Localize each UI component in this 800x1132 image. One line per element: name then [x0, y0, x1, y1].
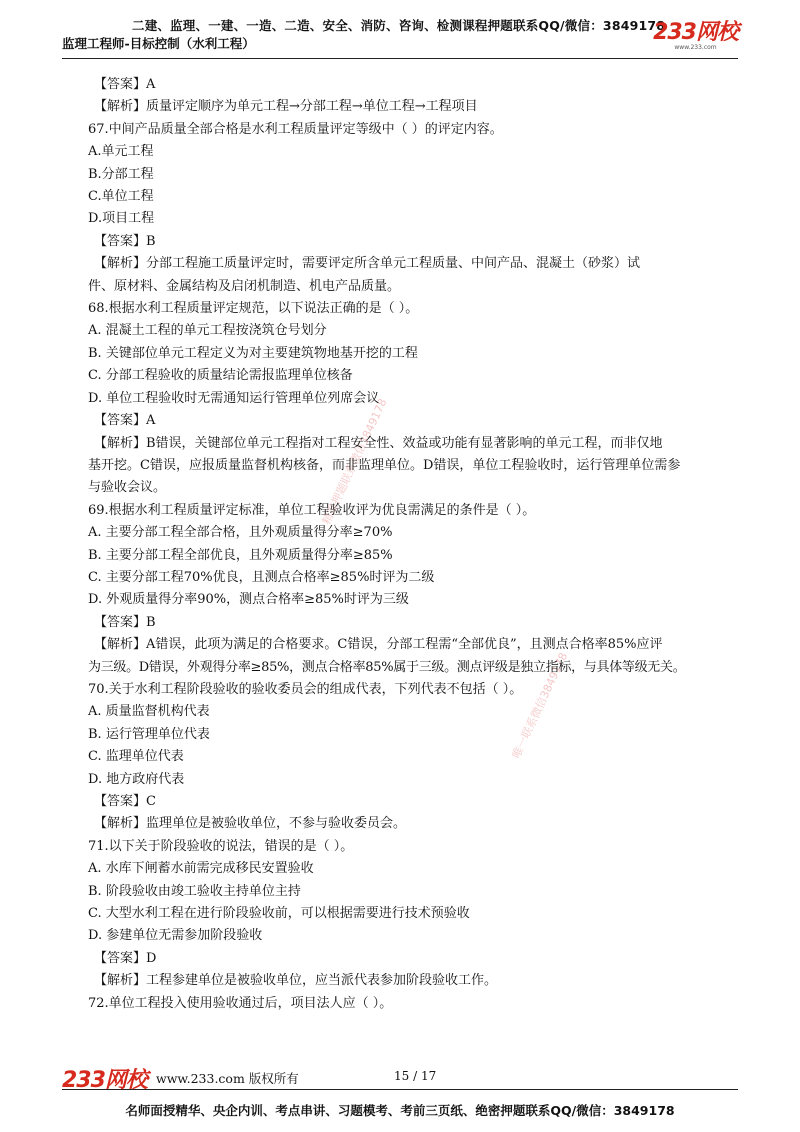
- question-line: 71.以下关于阶段验收的说法，错误的是（ ）。: [88, 838, 354, 854]
- option-line: C. 大型水利工程在进行阶段验收前，可以根据需要进行技术预验收: [88, 906, 470, 922]
- site-logo: [653, 22, 738, 51]
- option-line: C. 主要分部工程70%优良，且测点合格率≥85%时评为二级: [88, 569, 435, 585]
- option-line: D. 地方政府代表: [88, 771, 185, 787]
- question-line: 69.根据水利工程质量评定标准，单位工程验收评为优良需满足的条件是（ ）。: [88, 502, 536, 518]
- answer-line: 【答案】B: [94, 614, 156, 630]
- option-line: B.分部工程: [88, 166, 154, 182]
- text-line: 【解析】质量评定顺序为单元工程→分部工程→单位工程→工程项目: [94, 99, 478, 115]
- option-line: A.单元工程: [88, 144, 154, 160]
- option-line: B. 关键部位单元工程定义为对主要建筑物地基开挖的工程: [88, 345, 418, 361]
- watermark-2: 唯一联系微信3849178: [509, 650, 571, 761]
- analysis-line: 【解析】B错误，关键部位单元工程指对工程安全性、效益或功能有显著影响的单元工程，而非仅地: [94, 435, 663, 451]
- option-line: C.单位工程: [88, 189, 154, 205]
- page-footer: [62, 1063, 738, 1093]
- answer-line: 【答案】A: [94, 413, 156, 429]
- option-line: C. 分部工程验收的质量结论需报监理单位核备: [88, 368, 353, 384]
- option-line: A. 混凝土工程的单元工程按浇筑仓号划分: [88, 323, 327, 339]
- option-line: D.项目工程: [88, 211, 155, 227]
- question-line: 72.单位工程投入使用验收通过后，项目法人应（ ）。: [88, 995, 393, 1011]
- option-line: B. 主要分部工程全部优良，且外观质量得分率≥85%: [88, 547, 393, 563]
- question-line: 67.中间产品质量全部合格是水利工程质量评定等级中（ ）的评定内容。: [88, 121, 503, 137]
- footer-contact-line: 名师面授精华、央企内训、考点串讲、习题模考、考前三页纸、绝密押题联系QQ/微信：3849178: [125, 1103, 675, 1118]
- option-line: B. 阶段验收由竣工验收主持单位主持: [88, 883, 301, 899]
- option-line: B. 运行管理单位代表: [88, 726, 210, 742]
- answer-line: 【答案】D: [94, 950, 157, 966]
- document-body: [88, 74, 724, 1015]
- question-line: 70.关于水利工程阶段验收的验收委员会的组成代表，下列代表不包括（ ）。: [88, 681, 523, 697]
- analysis-line: 为三级。D错误，外观得分率≥85%，测点合格率85%属于三级。测点评级是独立指标，与具体等级无关。: [88, 659, 686, 675]
- analysis-line: 与验收会议。: [88, 480, 167, 496]
- header-contact-line: 二建、监理、一建、一造、二造、安全、消防、咨询、检测课程押题联系QQ/微信：3849178: [132, 18, 666, 33]
- logo-text: 233网校: [653, 20, 738, 45]
- answer-line: 【答案】B: [94, 233, 156, 249]
- analysis-line: 件、原材料、金属结构及启闭机制造、机电产品质量。: [88, 278, 401, 294]
- option-line: C. 监理单位代表: [88, 749, 184, 765]
- analysis-line: 【解析】监理单位是被验收单位，不参与验收委员会。: [94, 816, 407, 832]
- page-number: 15 / 17: [394, 1069, 437, 1083]
- analysis-line: 【解析】工程参建单位是被验收单位，应当派代表参加阶段验收工作。: [94, 973, 498, 989]
- option-line: A. 质量监督机构代表: [88, 704, 210, 720]
- text-line: 【答案】A: [94, 77, 156, 92]
- footer-copyright: www.233.com 版权所有: [156, 1071, 299, 1086]
- option-line: D. 外观质量得分率90%，测点合格率≥85%时评为三级: [88, 592, 409, 608]
- option-line: D. 参建单位无需参加阶段验收: [88, 928, 263, 944]
- footer-logo: 233网校: [62, 1068, 147, 1093]
- analysis-line: 【解析】分部工程施工质量评定时，需要评定所含单元工程质量、中间产品、混凝土（砂浆）试: [94, 256, 641, 272]
- question-line: 68.根据水利工程质量评定规范，以下说法正确的是（ ）。: [88, 301, 419, 317]
- header-document-title: 监理工程师-目标控制（水利工程）: [62, 36, 255, 51]
- analysis-line: 【解析】A错误，此项为满足的合格要求。C错误，分部工程需“全部优良”，且测点合格率85%应评: [94, 637, 663, 653]
- logo-url: www.233.com: [674, 44, 717, 51]
- page-header: [62, 14, 738, 59]
- watermark-1: 精准押题联系微信3849178: [319, 396, 390, 527]
- option-line: D. 单位工程验收时无需通知运行管理单位列席会议: [88, 390, 380, 406]
- answer-line: 【答案】C: [94, 794, 156, 809]
- option-line: A. 水库下闸蓄水前需完成移民安置验收: [88, 861, 314, 877]
- analysis-line: 基开挖。C错误，应报质量监督机构核备，而非监理单位。D错误，单位工程验收时，运行管理单位需参: [88, 457, 681, 473]
- option-line: A. 主要分部工程全部合格，且外观质量得分率≥70%: [88, 525, 393, 541]
